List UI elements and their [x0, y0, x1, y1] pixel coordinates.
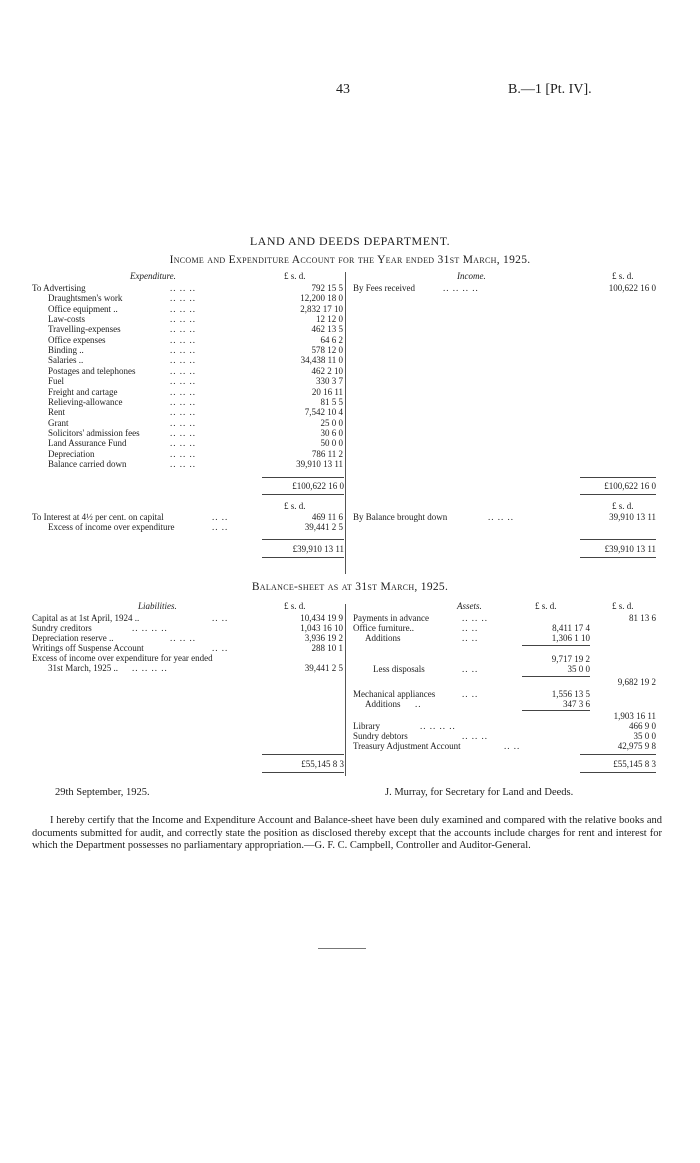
- asset-office-furniture-amount: 8,411 17 4: [552, 623, 590, 633]
- expenditure-amount: 786 11 2: [311, 448, 343, 459]
- expenditure-label: Solicitors' admission fees: [48, 427, 140, 438]
- expenditure-heading: Expenditure.: [130, 271, 176, 281]
- leader-dots: .. .. ..: [170, 334, 196, 345]
- asset-treasury-label: Treasury Adjustment Account: [353, 741, 461, 751]
- expenditure-amount: 578 12 0: [311, 345, 343, 356]
- rule: [580, 754, 656, 755]
- expenditure-amount: 7,542 10 4: [304, 407, 343, 418]
- asset-library-label: Library: [353, 721, 380, 731]
- expenditure-label: Balance carried down: [48, 458, 127, 469]
- rule: [262, 539, 344, 540]
- auditor-certification: I hereby certify that the Income and Expenditure Account and Balance-sheet have been duly examined and compared with the relative books and documents submitted for audit, and correctly state the position as disclosed thereby except that the accounts include charges for rent and interest for which the Department possesses no parliamentary appropriation.—G. F. C. Campbell, Controller and Auditor-General.: [32, 815, 662, 852]
- asset-less-disposals-label: Less disposals: [373, 664, 425, 674]
- expenditure-label: Postages and telephones: [48, 365, 136, 376]
- expenditure-total: £100,622 16 0: [292, 481, 344, 491]
- expenditure-label: Grant: [48, 417, 69, 428]
- leader-dots: .. .. ..: [170, 303, 196, 314]
- expenditure-amount: 20 16 11: [311, 386, 343, 397]
- leader-dots: .. ..: [462, 633, 479, 643]
- leader-dots: .. .. ..: [170, 427, 196, 438]
- leader-dots: .. .. ..: [170, 293, 196, 304]
- income-fees-label: By Fees received: [353, 283, 415, 293]
- expenditure-label: Draughtsmen's work: [48, 293, 123, 304]
- asset-sundry-debtors-total: 35 0 0: [633, 731, 656, 741]
- income-currency-header: £ s. d.: [612, 271, 634, 281]
- asset-office-net: 9,682 19 2: [617, 677, 656, 687]
- leader-dots: .. .. ..: [170, 376, 196, 387]
- department-title: LAND AND DEEDS DEPARTMENT.: [249, 234, 451, 248]
- expenditure-label: Rent: [48, 407, 65, 418]
- expenditure-label: Salaries ..: [48, 355, 84, 366]
- expenditure-label: Land Assurance Fund: [48, 438, 127, 449]
- leader-dots: .. ..: [462, 623, 479, 633]
- liability-writings-label: Writings off Suspense Account: [32, 643, 144, 653]
- expenditure-amount: 792 15 5: [311, 283, 343, 293]
- income-heading: Income.: [457, 271, 486, 281]
- liability-writings-amount: 288 10 1: [311, 643, 343, 653]
- leader-dots: .. .. ..: [170, 345, 196, 356]
- expenditure-amount: 330 3 7: [316, 376, 343, 387]
- expenditure-label: Binding ..: [48, 345, 84, 356]
- liability-creditors-amount: 1,043 16 10: [300, 623, 343, 633]
- expenditure-amount: 81 5 5: [320, 396, 343, 407]
- excess-label: Excess of income over expenditure: [48, 522, 175, 532]
- page-number: 43: [336, 82, 350, 97]
- leader-dots: .. .. ..: [462, 613, 488, 623]
- liability-excess-amount: 39,441 2 5: [304, 663, 343, 673]
- liability-depreciation-amount: 3,936 19 2: [304, 633, 343, 643]
- expenditure-amount: 462 2 10: [311, 365, 343, 376]
- leader-dots: .. .. ..: [170, 407, 196, 418]
- second-left-total: £39,910 13 11: [292, 544, 344, 554]
- second-right-total: £39,910 13 11: [604, 544, 656, 554]
- expenditure-label: Fuel: [48, 376, 65, 387]
- expenditure-amount: 50 0 0: [320, 438, 343, 449]
- leader-dots: .. ..: [462, 689, 479, 699]
- asset-additions-2-amount: 347 3 6: [563, 699, 590, 709]
- asset-additions-1-label: Additions: [365, 633, 401, 643]
- end-rule: [318, 948, 366, 949]
- income-account-heading: Income and Expenditure Account for the Year ended 31st March, 1925.: [169, 254, 531, 266]
- interest-amount: 469 11 6: [311, 512, 343, 522]
- asset-additions-2-label: Additions: [365, 699, 401, 709]
- liability-capital-label: Capital as at 1st April, 1924 ..: [32, 613, 140, 623]
- leader-dots: .. .. ..: [170, 314, 196, 325]
- expenditure-label: Travelling-expenses: [48, 324, 121, 335]
- excess-amount: 39,441 2 5: [304, 522, 343, 532]
- page-reference: B.—1 [Pt. IV].: [508, 82, 592, 97]
- rule: [262, 557, 344, 558]
- account-divider: [345, 272, 346, 574]
- leader-dots: .. .. ..: [170, 386, 196, 397]
- leader-dots: .. ..: [212, 512, 229, 522]
- balance-brought-down-label: By Balance brought down: [353, 512, 448, 522]
- leader-dots: .. .. .. ..: [420, 721, 456, 731]
- liability-excess-date-label: 31st March, 1925 ..: [48, 663, 118, 673]
- assets-total: £55,145 8 3: [613, 759, 656, 769]
- leader-dots: .. ..: [462, 664, 479, 674]
- rule: [262, 754, 344, 755]
- expenditure-amount: 25 0 0: [320, 417, 343, 428]
- leader-dots: .. .. .. ..: [443, 283, 479, 293]
- second-currency-header: £ s. d.: [284, 501, 306, 511]
- signature: J. Murray, for Secretary for Land and Deeds.: [385, 787, 574, 798]
- leader-dots: ..: [415, 699, 422, 709]
- asset-mechanical-amount: 1,556 13 5: [551, 689, 590, 699]
- leader-dots: .. .. ..: [170, 448, 196, 459]
- leader-dots: .. ..: [212, 613, 229, 623]
- asset-subtotal-1: 9,717 19 2: [551, 654, 590, 664]
- balance-brought-down-amount: 39,910 13 11: [609, 512, 656, 522]
- rule: [262, 477, 344, 478]
- asset-less-disposals-amount: 35 0 0: [567, 664, 590, 674]
- leader-dots: .. .. ..: [170, 438, 196, 449]
- asset-payments-label: Payments in advance: [353, 613, 429, 623]
- leader-dots: .. ..: [504, 741, 521, 751]
- rule: [262, 494, 344, 495]
- leader-dots: .. .. ..: [170, 365, 196, 376]
- asset-payments-total: 81 13 6: [629, 613, 656, 623]
- expenditure-amount: 30 6 0: [320, 427, 343, 438]
- liabilities-heading: Liabilities.: [138, 601, 177, 611]
- report-date: 29th September, 1925.: [55, 787, 150, 798]
- rule: [580, 557, 656, 558]
- rule: [580, 494, 656, 495]
- expenditure-label: Office equipment ..: [48, 303, 118, 314]
- assets-currency-header-right: £ s. d.: [612, 601, 634, 611]
- second-currency-header-right: £ s. d.: [612, 501, 634, 511]
- expenditure-label: Freight and cartage: [48, 386, 118, 397]
- liability-excess-label: Excess of income over expenditure for year ended: [32, 653, 213, 663]
- asset-library-total: 466 9 0: [629, 721, 656, 731]
- leader-dots: .. .. ..: [170, 633, 196, 643]
- rule: [522, 676, 590, 677]
- asset-additions-1-amount: 1,306 1 10: [551, 633, 590, 643]
- leader-dots: .. .. ..: [170, 458, 196, 469]
- assets-heading: Assets.: [457, 601, 482, 611]
- assets-currency-header: £ s. d.: [535, 601, 557, 611]
- income-total: £100,622 16 0: [604, 481, 656, 491]
- expenditure-label: Relieving-allowance: [48, 396, 123, 407]
- expenditure-amount: 12,200 18 0: [300, 293, 343, 304]
- expenditure-label: Law-costs: [48, 314, 85, 325]
- asset-office-furniture-label: Office furniture..: [353, 623, 415, 633]
- leader-dots: .. .. ..: [170, 417, 196, 428]
- asset-mechanical-label: Mechanical appliances: [353, 689, 436, 699]
- leader-dots: .. .. .. ..: [132, 623, 168, 633]
- leader-dots: .. .. ..: [488, 512, 514, 522]
- expenditure-currency-header: £ s. d.: [284, 271, 306, 281]
- liability-capital-amount: 10,434 19 9: [300, 613, 343, 623]
- rule: [522, 645, 590, 646]
- rule: [262, 772, 344, 773]
- liability-creditors-label: Sundry creditors: [32, 623, 92, 633]
- expenditure-amount: 12 12 0: [316, 314, 343, 325]
- expenditure-amount: 462 13 5: [311, 324, 343, 335]
- expenditure-label: Depreciation: [48, 448, 95, 459]
- liability-depreciation-label: Depreciation reserve ..: [32, 633, 114, 643]
- liabilities-total: £55,145 8 3: [301, 759, 344, 769]
- expenditure-amount: 34,438 11 0: [300, 355, 343, 366]
- rule: [522, 710, 590, 711]
- asset-mechanical-net: 1,903 16 11: [613, 711, 656, 721]
- interest-label: To Interest at 4½ per cent. on capital: [32, 512, 164, 522]
- leader-dots: .. .. .. ..: [132, 663, 168, 673]
- leader-dots: .. .. ..: [170, 283, 196, 293]
- leader-dots: .. .. ..: [170, 355, 196, 366]
- expenditure-label: Office expenses: [48, 334, 106, 345]
- leader-dots: .. ..: [212, 522, 229, 532]
- balance-divider: [345, 604, 346, 776]
- leader-dots: .. ..: [212, 643, 229, 653]
- leader-dots: .. .. ..: [170, 324, 196, 335]
- leader-dots: .. .. ..: [462, 731, 488, 741]
- expenditure-amount: 39,910 13 11: [296, 458, 343, 469]
- rule: [580, 477, 656, 478]
- expenditure-label: To Advertising: [32, 283, 86, 293]
- asset-treasury-total: 42,975 9 8: [617, 741, 656, 751]
- expenditure-amount: 2,832 17 10: [300, 303, 343, 314]
- asset-sundry-debtors-label: Sundry debtors: [353, 731, 408, 741]
- income-fees-amount: 100,622 16 0: [608, 283, 656, 293]
- balance-sheet-heading: Balance-sheet as at 31st March, 1925.: [251, 581, 449, 593]
- rule: [580, 539, 656, 540]
- rule: [580, 772, 656, 773]
- expenditure-amount: 64 6 2: [320, 334, 343, 345]
- liabilities-currency-header: £ s. d.: [284, 601, 306, 611]
- leader-dots: .. .. ..: [170, 396, 196, 407]
